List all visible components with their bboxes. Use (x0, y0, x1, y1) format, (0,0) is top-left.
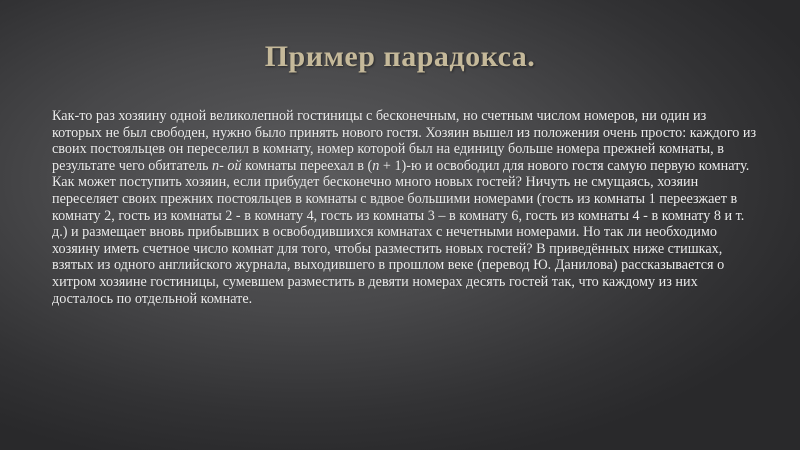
slide-title: Пример парадокса. (264, 40, 536, 73)
paragraph-italic-n: n (372, 157, 380, 174)
paragraph-text-part2: комнаты переехал в ( (241, 157, 373, 174)
paragraph-text-part1: Как-то раз хозяину одной великолепной гостиницы с бесконечным, но счетным числом номеров, ни один из которых не был свободен, нужно было принять нового гостя. Хозяин вышел из положения очень просто: каждого из своих постояльцев он переселил в комнату, номер которой был на единицу больше номера прежней комнаты, в результате чего обитатель (52, 108, 757, 174)
paragraph-italic-n-oy: n- ой (212, 157, 242, 174)
slide-body-paragraph (52, 108, 757, 307)
paragraph-text-part3: + 1)-ю и освободил для нового гостя самую первую комнату. Как может поступить хозяин, если прибудет бесконечно много новых гостей? Ничуть не смущаясь, хозяин переселяет своих прежних постояльцев в комнаты с вдвое большими номерами (гость из комнаты 1 переезжает в комнату 2, гость из комнаты 2 - в комнату 4, гость из комнаты 3 – в комнату 6, гость из комнаты 4 - в комнату 8 и т. д.) и размещает вновь прибывших в освободившихся комнатах с нечетными номерами. Но так ли необходимо хозяину иметь счетное число комнат для того, чтобы разместить новых гостей? В приведённых ниже стишках, взятых из одного английского журнала, выходившего в прошлом веке (перевод Ю. Данилова) рассказывается о хитром хозяине гостиницы, сумевшем разместить в девяти номерах десять гостей так, что каждому из них досталось по отдельной комнате. (52, 157, 750, 307)
